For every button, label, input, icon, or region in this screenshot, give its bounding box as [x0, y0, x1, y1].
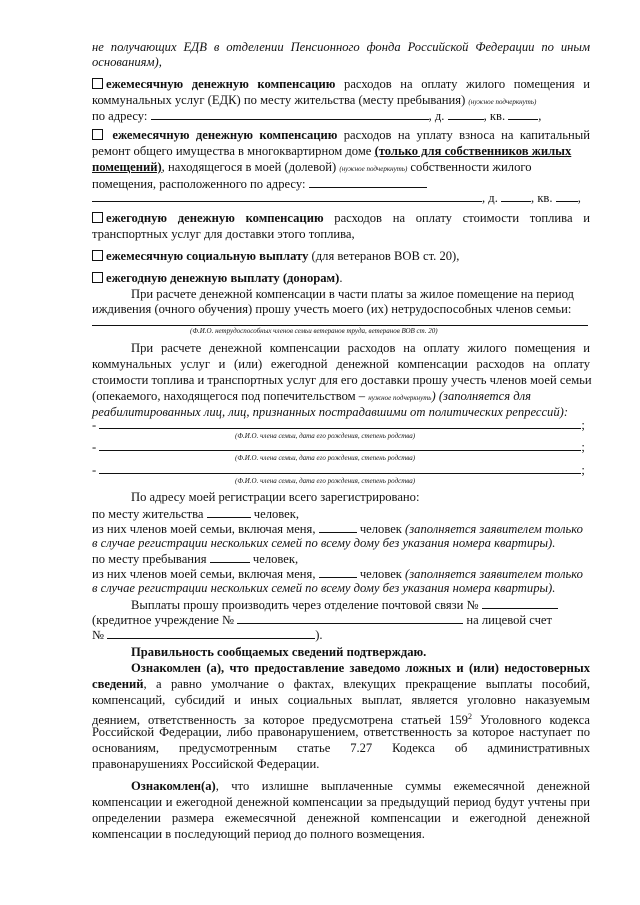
post-office-field[interactable]	[482, 597, 558, 609]
edk-house-label: , д.	[428, 109, 445, 123]
family-line-4-text: (опекаемого, находящегося под попечительством –	[92, 389, 369, 403]
edk-line-1-rest: расходов на оплату жилого помещения и	[335, 77, 590, 91]
edk-address-label: по адресу:	[92, 109, 148, 123]
edk-end: ,	[538, 109, 542, 123]
members-note-2a: (заполняется заявителем только	[405, 567, 583, 581]
registration-stay-line	[92, 551, 590, 567]
intro-line-1: не получающих ЕДВ в отделении Пенсионного фонда Российской Федерации по иным	[92, 40, 590, 54]
ack2-line-3: определении размера ежемесячной денежной компенсации и ежегодной денежной	[92, 811, 590, 825]
family-line-4-note: нужное подчеркнуть	[368, 394, 432, 402]
account-number-field[interactable]	[107, 627, 315, 639]
compensation-entry-field[interactable]	[92, 325, 588, 326]
compensation-line-1: При расчете денежной компенсации в части платы за жилое помещение на период	[131, 287, 574, 301]
donor-checkbox[interactable]	[92, 272, 103, 283]
repair-line-4-text: помещения, расположенного по адресу:	[92, 177, 306, 191]
members-persons-1: человек	[359, 522, 406, 536]
repair-apt-field[interactable]	[556, 190, 578, 202]
residence-persons: человек,	[253, 507, 300, 521]
intro-line-2: основаниям),	[92, 55, 162, 69]
payments-line-1	[131, 597, 590, 613]
fuel-line-1	[92, 211, 590, 226]
donor-line	[92, 271, 590, 286]
registration-residence-line	[92, 506, 590, 522]
members-count-field-1[interactable]	[319, 521, 357, 533]
repair-line-1	[92, 128, 590, 143]
fuel-line-2: транспортных услуг для доставки этого топлива,	[92, 227, 355, 241]
fuel-title: ежегодную денежную компенсацию	[106, 211, 324, 225]
ack1-line-2	[92, 677, 590, 692]
compensation-line-2: иждивения (очного обучения) прошу учесть моего (их) нетрудоспособных членов семьи:	[92, 302, 572, 316]
payments-line-3	[92, 627, 590, 643]
credit-label: (кредитное учреждение №	[92, 613, 235, 627]
ack2-line-1-bold: Ознакомлен(а)	[131, 779, 216, 793]
ack1-line-1: Ознакомлен (а), что предоставление заведомо ложных и (или) недостоверных	[131, 661, 590, 675]
residence-count-field[interactable]	[207, 506, 251, 518]
family-row-3-prefix: -	[92, 463, 97, 477]
family-row-1-end: ;	[581, 418, 585, 432]
registration-members-line-2	[92, 566, 590, 582]
family-line-3: стоимости топлива и транспортных услуг для его доставки прошу учесть членов моей семьи	[92, 373, 592, 387]
fuel-line-1-rest: расходов на оплату стоимости топлива и	[323, 211, 590, 225]
stay-count-field[interactable]	[210, 551, 250, 563]
family-row-2-field[interactable]	[99, 439, 581, 451]
payments-line-1-text: Выплаты прошу производить через отделение почтовой связи №	[131, 598, 479, 612]
family-row-1-prefix: -	[92, 418, 97, 432]
ack1-line-4-text: деянием, ответственность за которое предусмотрена статьей 159	[92, 713, 468, 728]
family-line-4-end: ) (заполняется для	[431, 389, 531, 403]
registration-note-line-2: в случае регистрации нескольких семей по всему дому без указания номера квартиры).	[92, 581, 556, 595]
edk-house-field[interactable]	[448, 108, 484, 120]
ack1-line-5: Российской Федерации, либо правонарушением, ответственность за которое наступает по	[92, 725, 590, 739]
registration-note-line-1: в случае регистрации нескольких семей по всему дому без указания номера квартиры).	[92, 536, 556, 550]
edk-line-1	[92, 77, 590, 92]
ack2-line-4: компенсации в последующий период до полного возмещения.	[92, 827, 425, 841]
family-row-2-prefix: -	[92, 440, 97, 454]
members-persons-2: человек	[359, 567, 406, 581]
repair-note: (нужное подчеркнуть)	[339, 165, 408, 173]
compensation-caption: (Ф.И.О. нетрудоспособных членов семьи ветеранов труда, ветеранов ВОВ ст. 20)	[190, 327, 438, 335]
repair-line-2-text: ремонт общего имущества в многоквартирном доме	[92, 144, 375, 158]
fuel-checkbox[interactable]	[92, 212, 103, 223]
repair-owners-note-2: помещений)	[92, 160, 162, 174]
members-label-2: из них членов моей семьи, включая меня,	[92, 567, 316, 581]
repair-house-field[interactable]	[501, 190, 531, 202]
registration-line-1: По адресу моей регистрации всего зарегистрировано:	[131, 490, 420, 504]
account-number-label: №	[92, 628, 105, 642]
credit-institution-field[interactable]	[237, 612, 463, 624]
ack2-line-2: компенсации и ежегодной денежной компенсации за предыдущий период будут учтены при	[92, 795, 590, 809]
social-line	[92, 249, 590, 264]
edk-checkbox[interactable]	[92, 78, 103, 89]
residence-label: по месту жительства	[92, 507, 204, 521]
repair-owners-note: (только для собственников жилых	[374, 144, 572, 158]
ack1-line-4-sup: 2	[467, 712, 472, 721]
edk-address-line	[92, 108, 590, 124]
repair-address-field-1[interactable]	[309, 176, 427, 188]
family-row-2-caption: (Ф.И.О. члена семьи, дата его рождения, степень родства)	[235, 454, 416, 462]
ack2-line-1	[131, 779, 590, 794]
social-title: ежемесячную социальную выплату	[106, 249, 309, 263]
repair-end: ,	[577, 191, 581, 205]
account-end: ).	[315, 628, 323, 642]
repair-apt-label: , кв.	[531, 191, 553, 205]
payments-line-2	[92, 612, 590, 628]
repair-address-field-2[interactable]	[92, 190, 482, 202]
edk-address-field[interactable]	[151, 108, 429, 120]
account-label: на лицевой счет	[466, 613, 553, 627]
family-row-1	[92, 417, 590, 433]
repair-address-line-2	[92, 190, 590, 206]
family-row-1-caption: (Ф.И.О. члена семьи, дата его рождения, степень родства)	[235, 432, 416, 440]
family-row-2-end: ;	[581, 440, 585, 454]
social-checkbox[interactable]	[92, 250, 103, 261]
edk-apt-label: , кв.	[483, 109, 506, 123]
repair-title: ежемесячную денежную компенсацию	[112, 128, 338, 142]
repair-line-2	[92, 144, 590, 159]
members-label-1: из них членов моей семьи, включая меня,	[92, 522, 316, 536]
repair-line-1-rest: расходов на уплату взноса на капитальный	[337, 128, 590, 142]
family-row-1-field[interactable]	[99, 417, 581, 429]
repair-line-3-rest: , находящегося в моей (долевой)	[161, 160, 340, 174]
edk-title: ежемесячную денежную компенсацию	[106, 77, 336, 91]
family-line-4	[92, 389, 590, 406]
family-row-2	[92, 439, 590, 455]
stay-label: по месту пребывания	[92, 552, 207, 566]
donor-end: .	[339, 271, 343, 285]
repair-line-3-end: собственности жилого	[407, 160, 532, 174]
ack1-line-7: правонарушениях Российской Федерации.	[92, 757, 320, 771]
members-count-field-2[interactable]	[319, 566, 357, 578]
ack2-line-1-rest: , что излишне выплаченные суммы ежемесячной денежной	[215, 779, 590, 793]
ack1-line-4-end: Уголовного кодекса	[471, 713, 590, 728]
social-rest: (для ветеранов ВОВ ст. 20),	[308, 249, 460, 263]
family-row-3-caption: (Ф.И.О. члена семьи, дата его рождения, степень родства)	[235, 477, 416, 485]
family-row-3-end: ;	[581, 463, 585, 477]
edk-note: (нужное подчеркнуть)	[468, 98, 537, 106]
family-line-1: При расчете денежной компенсации расходов на оплату жилого помещения и	[131, 341, 590, 355]
stay-persons: человек,	[252, 552, 299, 566]
donor-title: ежегодную денежную выплату (донорам)	[106, 271, 340, 285]
edk-line-2-text: коммунальных услуг (ЕДК) по месту жительства (месту пребывания)	[92, 93, 466, 107]
registration-members-line-1	[92, 521, 590, 537]
ack1-line-2-rest: , а равно умолчание о фактах, влекущих прекращение выплаты пособий,	[143, 677, 590, 691]
ack1-line-2-bold: сведений	[92, 677, 144, 691]
repair-checkbox[interactable]	[92, 129, 103, 140]
confirm-title: Правильность сообщаемых сведений подтверждаю.	[131, 645, 427, 659]
ack1-line-3: компенсаций, субсидий и иных социальных выплат, является уголовно наказуемым	[92, 693, 590, 707]
ack1-line-6: основаниям, предусмотренным статье 7.27 Кодекса об административных	[92, 741, 590, 755]
family-line-5: реабилитированных лиц, лиц, признанных пострадавшими от политических репрессий):	[92, 405, 569, 419]
members-note-1a: (заполняется заявителем только	[405, 522, 583, 536]
family-row-3-field[interactable]	[99, 462, 581, 474]
family-row-3	[92, 462, 590, 478]
repair-house-label: , д.	[482, 191, 498, 205]
family-line-2: коммунальных услуг и (или) ежегодной денежной компенсации расходов на оплату	[92, 357, 590, 371]
edk-apt-field[interactable]	[508, 108, 538, 120]
repair-line-3	[92, 160, 590, 177]
